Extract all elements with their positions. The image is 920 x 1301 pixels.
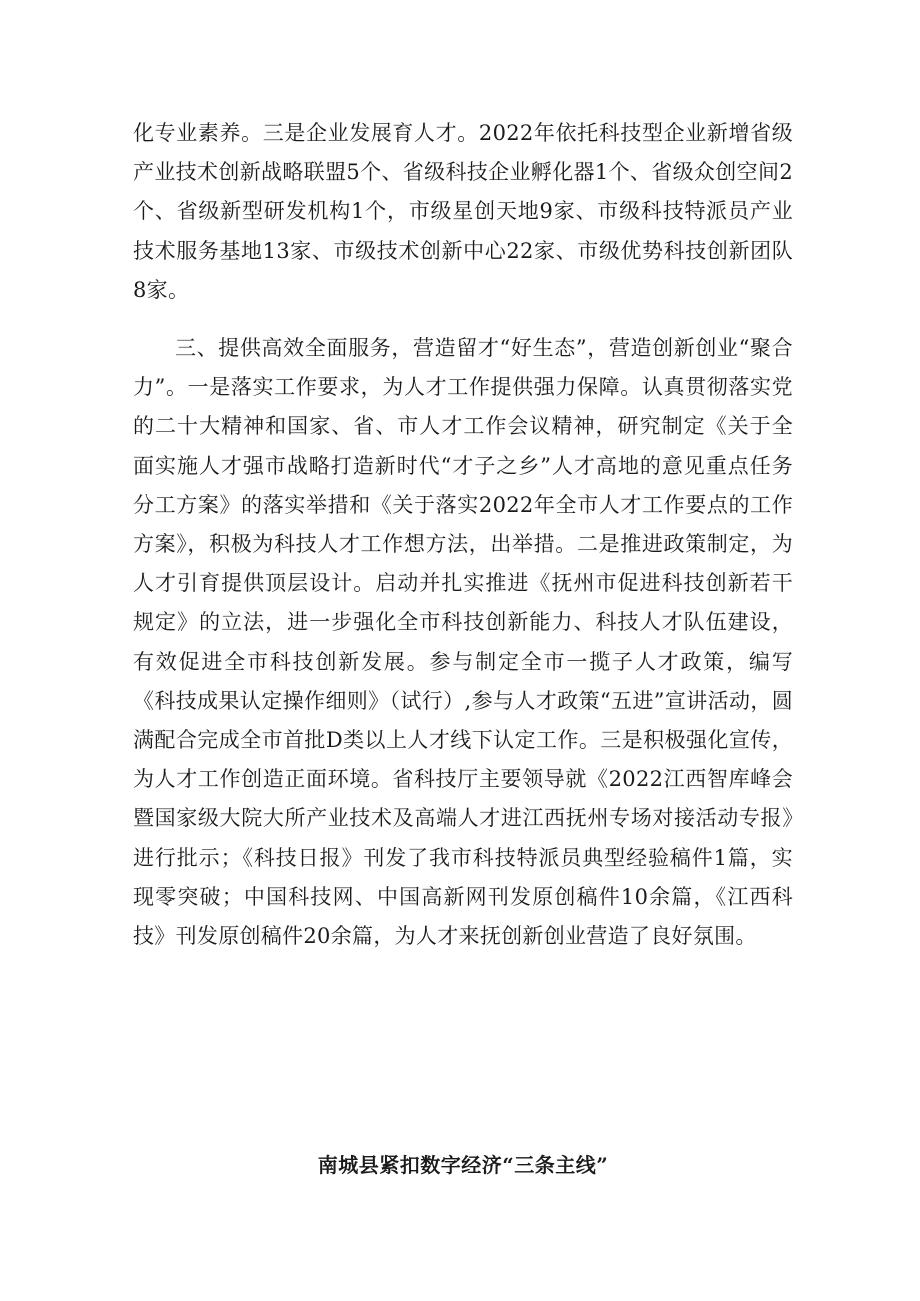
section-heading: 南城县紧扣数字经济“三条主线”	[317, 1153, 609, 1177]
paragraph-section-three: 三、提供高效全面服务，营造留才“好生态”，营造创新创业“聚合力”。一是落实工作要求，为人才工作提供强力保障。认真贯彻落实党的二十大精神和国家、省、市人才工作会议精神，研究制定《关于全面实施人才强市战略打造新时代“才子之乡”人才高地的意见重点任务分工方案》的落实举措和《关于落实2022年全市人才工作要点的工作方案》，积极为科技人才工作想方法，出举措。二是推进政策制定，为人才引育提供顶层设计。启动并扎实推进《抚州市促进科技创新若干规定》的立法，进一步强化全市科技创新能力、科技人才队伍建设，有效促进全市科技创新发展。参与制定全市一揽子人才政策，编写《科技成果认定操作细则》（试行）,参与人才政策“五进”宣讲活动，圆满配合完成全市首批D类以上人才线下认定工作。三是积极强化宣传，为人才工作创造正面环境。省科技厅主要领导就《2022江西智库峰会暨国家级大院大所产业技术及高端人才进江西抚州专场对接活动专报》进行批示；《科技日报》刊发了我市科技特派员典型经验稿件1篇，实现零突破；中国科技网、中国高新网刊发原创稿件10余篇，《江西科技》刊发原创稿件20余篇，为人才来抚创新创业营造了良好氛围。	[133, 336, 793, 949]
paragraph-continuation: 化专业素养。三是企业发展育人才。2022年依托科技型企业新增省级产业技术创新战略联盟5个、省级科技企业孵化器1个、省级众创空间2个、省级新型研发机构1个，市级星创天地9家、市级科技特派员产业技术服务基地13家、市级技术创新中心22家、市级优势科技创新团队8家。	[133, 121, 793, 302]
